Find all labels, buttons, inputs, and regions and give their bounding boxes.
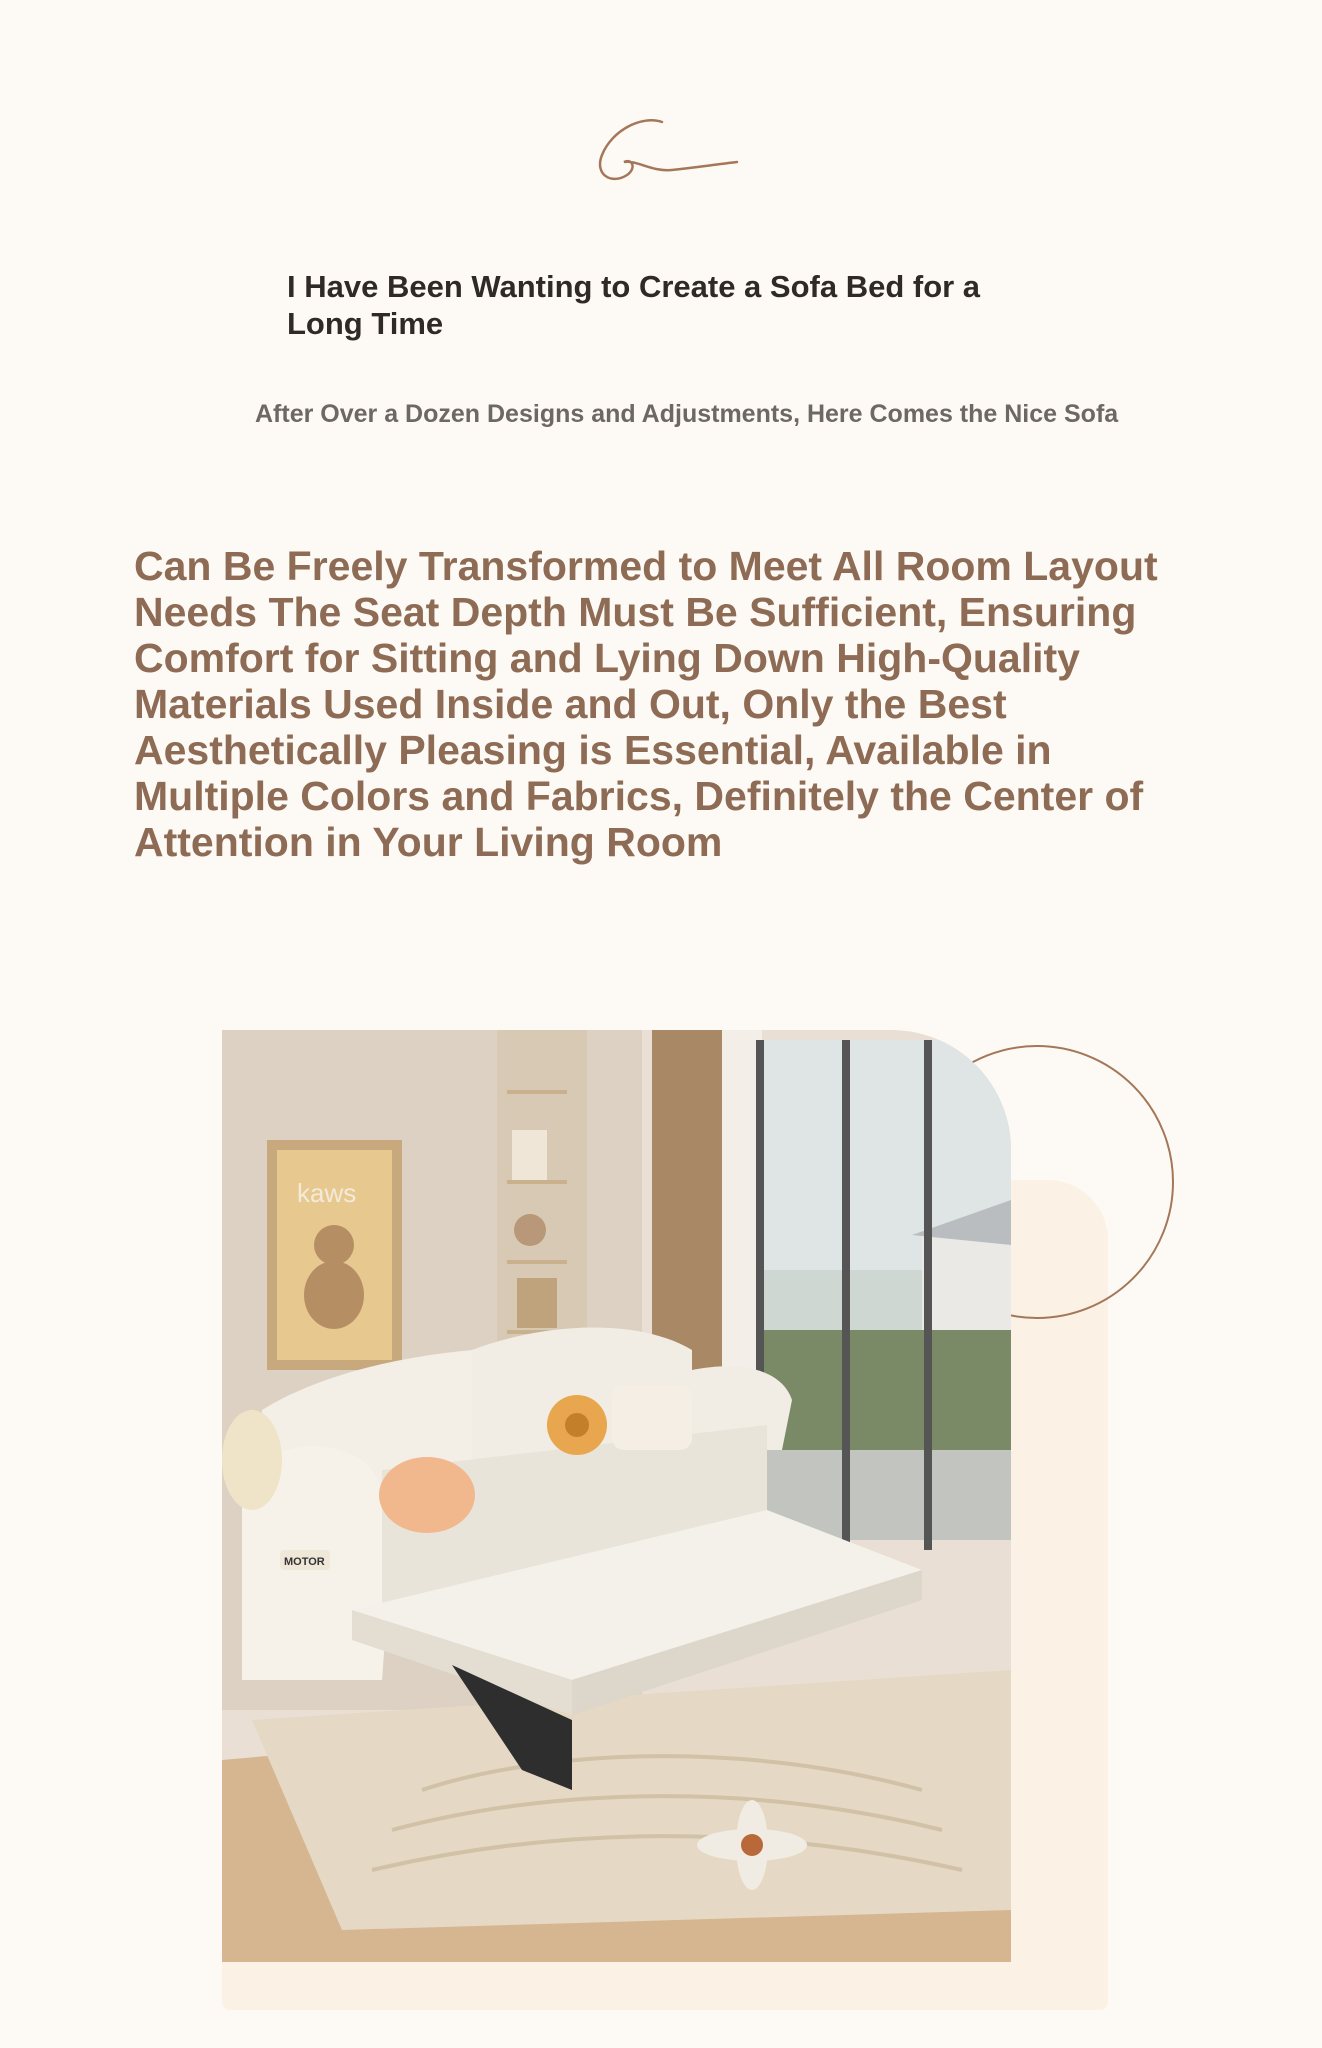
magazine-text: MOTOR: [284, 1556, 325, 1568]
page-title: I Have Been Wanting to Create a Sofa Bed for a Long Time: [287, 269, 981, 341]
page-subtitle: After Over a Dozen Designs and Adjustments, Here Comes the Nice Sofa: [255, 400, 1119, 428]
feature-description: Can Be Freely Transformed to Meet All Room Layout Needs The Seat Depth Must Be Sufficient, Ensuring Comfort for Sitting and Lying Down High-Quality Materials Used Inside and Out, Only the Best Aesthetically Pleasing is Essential, Available in Multiple Colors and Fabrics, Definitely the Center of Attention in Your Living Room: [134, 543, 1158, 865]
product-photo: [222, 1030, 1011, 1962]
poster-text: kaws: [297, 1178, 357, 1208]
signature-logo: [582, 110, 742, 200]
